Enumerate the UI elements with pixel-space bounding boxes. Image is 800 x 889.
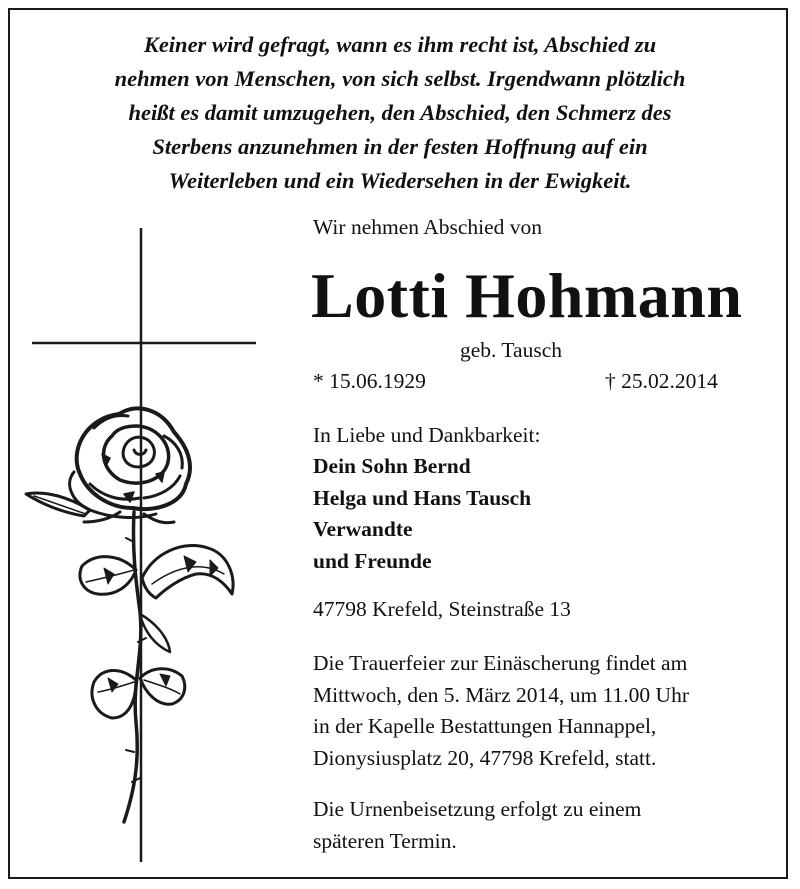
funeral-line: Dionysiusplatz 20, 47798 Krefeld, statt.: [313, 745, 657, 770]
urn-line: Die Urnenbeisetzung erfolgt zu einem: [313, 797, 642, 821]
cross-and-rose-artwork: [24, 222, 264, 862]
mourner-entry: Dein Sohn Bernd: [313, 454, 471, 478]
thanks-line: In Liebe und Dankbarkeit:: [313, 423, 541, 447]
memorial-quote: [20, 28, 780, 198]
funeral-info: [313, 648, 689, 774]
mourner-entry: Helga und Hans Tausch: [313, 485, 532, 510]
quote-line: heißt es damit umzugehen, den Abschied, den Schmerz des: [128, 100, 672, 125]
intro-text: Wir nehmen Abschied von: [313, 215, 543, 239]
birth-date: * 15.06.1929: [313, 369, 426, 393]
urn-burial-info: [313, 794, 641, 857]
funeral-line: in der Kapelle Bestattungen Hannappel,: [313, 714, 657, 738]
cross-icon: [32, 228, 256, 862]
funeral-line: Die Trauerfeier zur Einäscherung findet am: [313, 651, 688, 675]
mourners-list: [313, 451, 531, 577]
mourner-entry: und Freunde: [313, 548, 432, 573]
quote-line: nehmen von Menschen, von sich selbst. Irgendwann plötzlich: [114, 66, 686, 91]
quote-line: Weiterleben und ein Wiedersehen in der Ewigkeit.: [168, 168, 632, 193]
quote-line: Keiner wird gefragt, wann es ihm recht ist, Abschied zu: [143, 32, 657, 57]
death-date: † 25.02.2014: [605, 369, 718, 393]
funeral-line: Mittwoch, den 5. März 2014, um 11.00 Uhr: [313, 682, 689, 707]
address: 47798 Krefeld, Steinstraße 13: [313, 597, 571, 621]
quote-line: Sterbens anzunehmen in der festen Hoffnung auf ein: [152, 134, 648, 159]
urn-line: späteren Termin.: [313, 828, 457, 853]
deceased-name: Lotti Hohmann: [311, 260, 743, 331]
maiden-name: geb. Tausch: [460, 338, 562, 362]
rose-icon: [26, 408, 233, 822]
mourner-entry: Verwandte: [313, 517, 413, 541]
